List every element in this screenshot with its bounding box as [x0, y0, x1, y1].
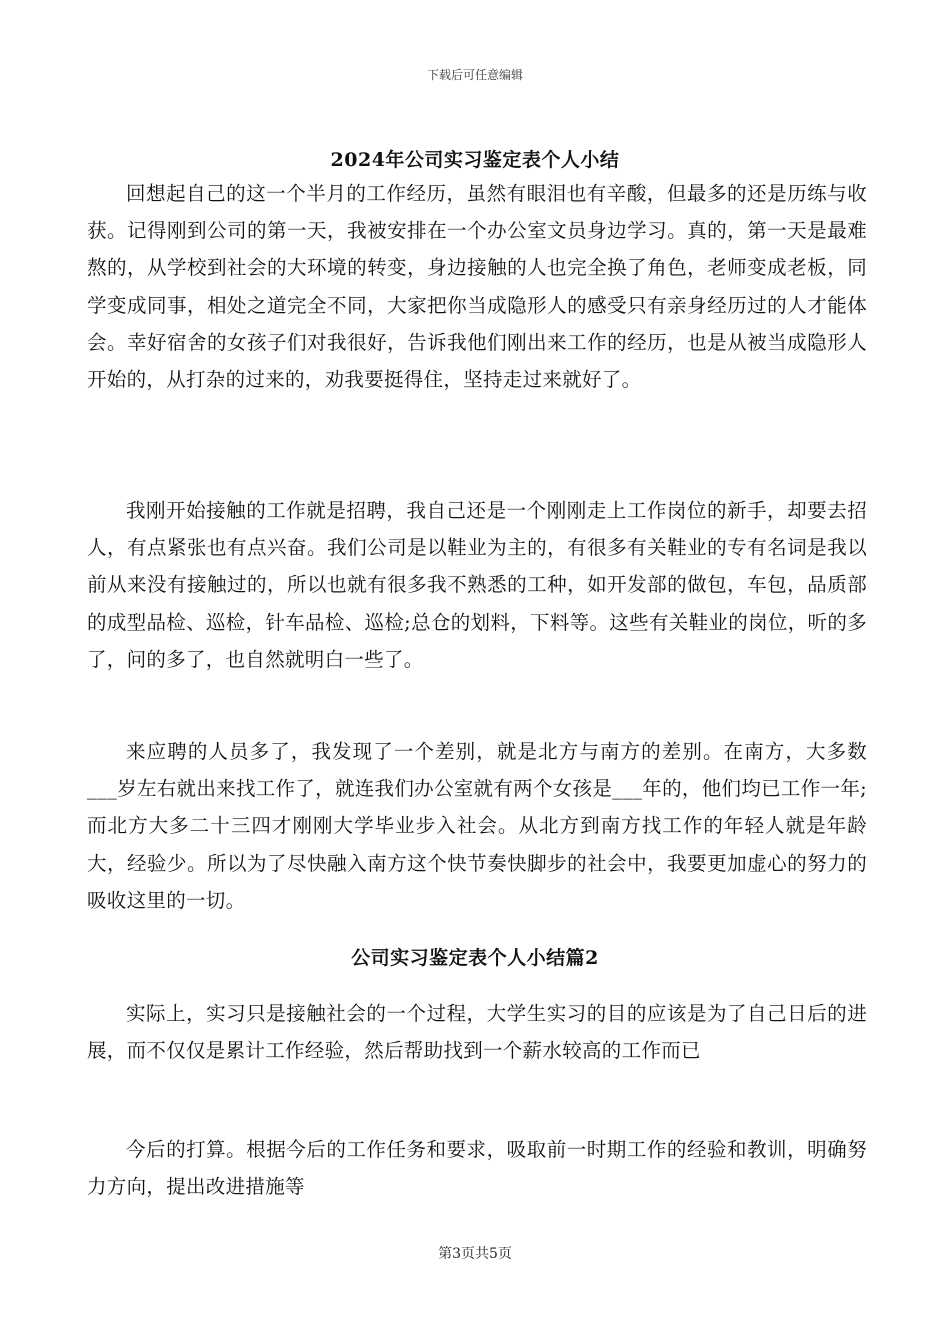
header-note: 下载后可任意编辑 [426, 68, 523, 82]
section-subtitle: 公司实习鉴定表个人小结篇2 [351, 947, 599, 969]
paragraph-3: 来应聘的人员多了，我发现了一个差别，就是北方与南方的差别。在南方，大多数___岁左右就出来找工作了，就连我们办公室就有两个女孩是___年的，他们均已工作一年;而北方大多二十三四才刚刚大学毕业步入社会。从北方到南方找工作的年轻人就是年龄大，经验少。所以为了尽快融入南方这个快节奏快脚步的社会中，我要更加虚心的努力的吸收这里的一切。 [87, 740, 867, 912]
paragraph-2: 我刚开始接触的工作就是招聘，我自己还是一个刚刚走上工作岗位的新手，却要去招人，有点紧张也有点兴奋。我们公司是以鞋业为主的，有很多有关鞋业的专有名词是我以前从来没有接触过的，所以也就有很多我不熟悉的工种，如开发部的做包，车包，品质部的成型品检、巡检，针车品检、巡检;总仓的划料，下料等。这些有关鞋业的岗位，听的多了，问的多了，也自然就明白一些了。 [87, 499, 867, 671]
page-number: 第3页共5页 [438, 1246, 512, 1262]
document-title: 2024年公司实习鉴定表个人小结 [330, 149, 620, 171]
paragraph-1: 回想起自己的这一个半月的工作经历，虽然有眼泪也有辛酸，但最多的还是历练与收获。记得刚到公司的第一天，我被安排在一个办公室文员身边学习。真的，第一天是最难熬的，从学校到社会的大环境的转变，身边接触的人也完全换了角色，老师变成老板，同学变成同事，相处之道完全不同，大家把你当成隐形人的感受只有亲身经历过的人才能体会。幸好宿舍的女孩子们对我很好，告诉我他们刚出来工作的经历，也是从被当成隐形人开始的，从打杂的过来的，劝我要挺得住，坚持走过来就好了。 [87, 182, 867, 392]
paragraph-4: 实际上，实习只是接触社会的一个过程，大学生实习的目的应该是为了自己日后的进展，而不仅仅是累计工作经验，然后帮助找到一个薪水较高的工作而已 [87, 1002, 867, 1063]
paragraph-5: 今后的打算。根据今后的工作任务和要求，吸取前一时期工作的经验和教训，明确努力方向，提出改进措施等 [87, 1138, 867, 1199]
